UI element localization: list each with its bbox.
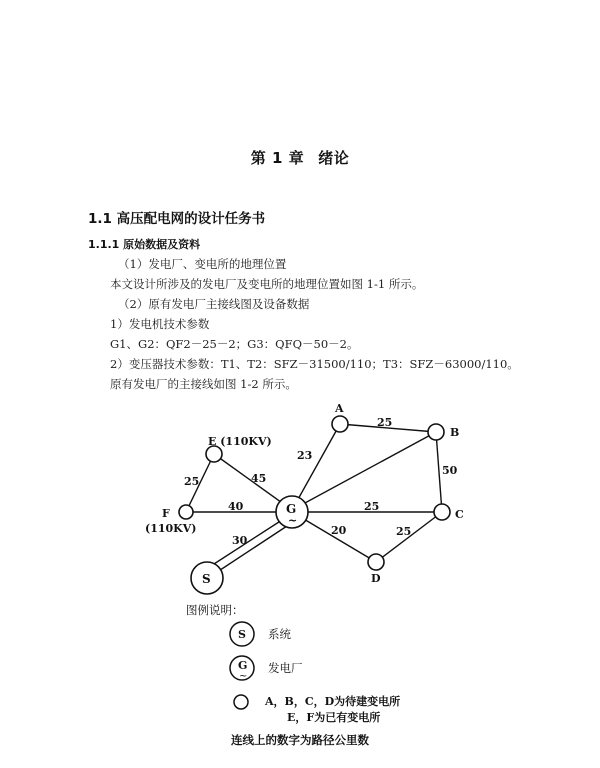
- paragraph-5: G1、G2：QF2－25－2；G3：QFQ－50－2。: [110, 337, 359, 351]
- legend-station-circle: [234, 695, 248, 709]
- distance-fg: 40: [228, 500, 244, 513]
- legend-station-label-2: E，F为已有变电所: [287, 711, 381, 724]
- section-title: 1.1 高压配电网的设计任务书: [88, 211, 266, 227]
- distance-ab: 25: [377, 416, 393, 429]
- legend-caption: 连线上的数字为路径公里数: [231, 733, 369, 747]
- distance-gc: 25: [364, 500, 380, 513]
- node-b-label: B: [450, 426, 460, 439]
- node-e-label: E (110KV): [208, 435, 272, 448]
- node-s-label: S: [202, 572, 211, 586]
- chapter-number: 第 1 章: [250, 149, 305, 167]
- legend-s-label: 系统: [268, 627, 291, 641]
- distance-gd: 20: [331, 524, 347, 537]
- node-a-label: A: [335, 402, 344, 415]
- paragraph-7: 原有发电厂的主接线如图 1-2 所示。: [110, 377, 297, 391]
- node-a-circle: [332, 416, 348, 432]
- legend-g-symbol: G: [238, 659, 248, 672]
- distance-ga: 23: [297, 449, 313, 462]
- legend-station-label-1: A，B，C，D为待建变电所: [265, 695, 401, 708]
- distance-ef: 25: [184, 475, 200, 488]
- node-b-circle: [428, 424, 444, 440]
- node-f-circle: [179, 505, 193, 519]
- node-d-label: D: [371, 572, 381, 585]
- distance-eg: 45: [251, 472, 267, 485]
- node-e-circle: [206, 446, 222, 462]
- node-d-circle: [368, 554, 384, 570]
- paragraph-1: （1）发电厂、变电所的地理位置: [118, 257, 287, 271]
- node-g-tilde: ~: [288, 514, 298, 527]
- distance-dc: 25: [396, 525, 412, 538]
- distance-bc: 50: [442, 464, 458, 477]
- paragraph-3: （2）原有发电厂主接线图及设备数据: [118, 297, 310, 311]
- legend-g-label: 发电厂: [268, 661, 303, 675]
- legend-s-symbol: S: [238, 628, 246, 641]
- node-g-label: G: [286, 502, 297, 516]
- legend-g-tilde: ~: [239, 671, 248, 682]
- paragraph-6: 2）变压器技术参数：T1、T2：SFZ－31500/110；T3：SFZ－63000/110。: [110, 357, 519, 371]
- chapter-name: 绪论: [318, 149, 350, 167]
- distance-gs: 30: [232, 534, 248, 547]
- node-f-kv-label: (110KV): [145, 522, 197, 535]
- node-f-label: F: [162, 507, 170, 520]
- node-c-circle: [434, 504, 450, 520]
- paragraph-2: 本文设计所涉及的发电厂及变电所的地理位置如图 1-1 所示。: [110, 277, 424, 291]
- subsection-title: 1.1.1 原始数据及资料: [88, 238, 201, 251]
- paragraph-4: 1）发电机技术参数: [110, 317, 210, 331]
- legend-title: 图例说明：: [186, 603, 244, 617]
- node-c-label: C: [455, 508, 464, 521]
